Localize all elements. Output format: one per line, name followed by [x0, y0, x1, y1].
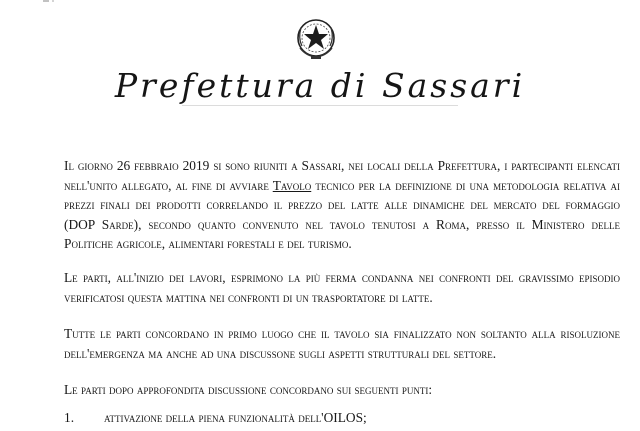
- list-item: [64, 408, 367, 428]
- page-title: Prefettura di Sassari: [114, 66, 526, 105]
- paragraph-agreement: Tutte le parti concordano in primo luogo che il tavolo sia finalizzato non soltanto alla risoluzione dell'emergenza ma anche ad una discussone sugli aspetti strutturali del settore.: [64, 326, 620, 361]
- paragraph-condemnation: Le parti, all'inizio dei lavori, esprimono la più ferma condanna nei confronti del gravissimo episodio verificatosi questa mattina nei confronti di un trasportatore di latte.: [64, 270, 620, 305]
- paragraph-text-before: Il giorno 26 febbraio 2019 si sono riuniti a Sassari, nei locali della Prefettura, i partecipanti elencati nell'unito allegato, al fine di avviare: [64, 158, 620, 193]
- italian-republic-emblem-icon: [294, 16, 338, 60]
- paragraph-points-intro: Le parti dopo approfondita discussione concordano sui seguenti punti:: [64, 382, 433, 397]
- list-item-text: attivazione della piena funzionalità dell'OILOS;: [104, 410, 367, 425]
- paragraph-meeting-intro: [64, 156, 620, 254]
- paragraph-text-after: tecnico per la definizione di una metodologia relativa ai prezzi finali dei prodotti correlando il prezzo del latte alle dinamiche del mercato del formaggio (DOP Sarde), secondo quanto convenuto nel tavolo tenutosi a Roma, presso il Ministero delle Politiche agricole, alimentari forestali e del turismo.: [64, 177, 620, 251]
- staple-mark-icon: [40, 0, 56, 16]
- underlined-word: Tavolo: [272, 177, 312, 193]
- list-item-number: 1.: [64, 410, 75, 425]
- title-shadow-rule: [182, 105, 458, 106]
